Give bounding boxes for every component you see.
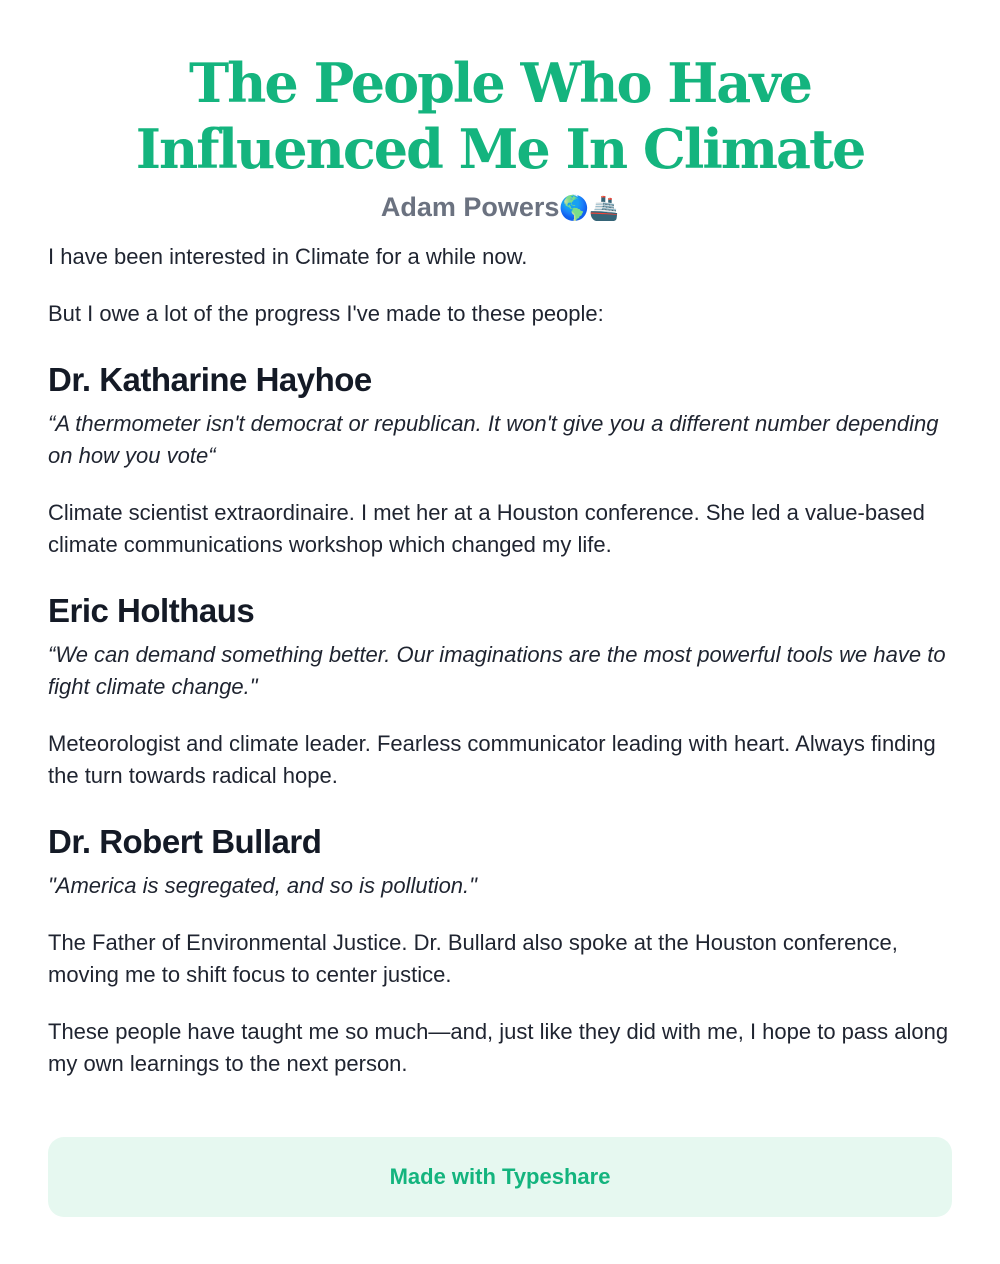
person-section-hayhoe [48, 358, 952, 561]
author-line [48, 190, 952, 225]
globe-ship-emoji-icon: 🌎🚢 [559, 194, 620, 222]
intro-paragraph: But I owe a lot of the progress I've made to these people: [48, 301, 604, 326]
person-description: Climate scientist extraordinaire. I met her at a Houston conference. She led a value-based climate communications workshop which changed my life. [48, 500, 925, 557]
person-section-holthaus [48, 589, 952, 792]
person-name: Eric Holthaus [48, 592, 255, 629]
footer-label: Made with Typeshare [389, 1164, 611, 1189]
person-section-bullard [48, 820, 952, 991]
author-name: Adam Powers [380, 192, 560, 222]
intro-paragraph: I have been interested in Climate for a while now. [48, 244, 528, 269]
intro-section [48, 241, 952, 330]
person-quote: “We can demand something better. Our imaginations are the most powerful tools we have to fight climate change." [48, 642, 946, 699]
outro-paragraph: These people have taught me so much—and, just like they did with me, I hope to pass along my own learnings to the next person. [48, 1019, 949, 1076]
person-quote: “A thermometer isn't democrat or republican. It won't give you a different number depending on how you vote“ [48, 411, 939, 468]
typeshare-footer-link[interactable] [48, 1137, 952, 1217]
person-quote: "America is segregated, and so is pollution." [48, 873, 477, 898]
person-description: Meteorologist and climate leader. Fearless communicator leading with heart. Always finding the turn towards radical hope. [48, 731, 936, 788]
outro-section [48, 1016, 952, 1080]
person-name: Dr. Robert Bullard [48, 823, 322, 860]
page-title: The People Who Have Influenced Me In Climate [135, 51, 865, 181]
person-description: The Father of Environmental Justice. Dr. Bullard also spoke at the Houston conference, moving me to shift focus to center justice. [48, 930, 898, 987]
person-name: Dr. Katharine Hayhoe [48, 361, 372, 398]
